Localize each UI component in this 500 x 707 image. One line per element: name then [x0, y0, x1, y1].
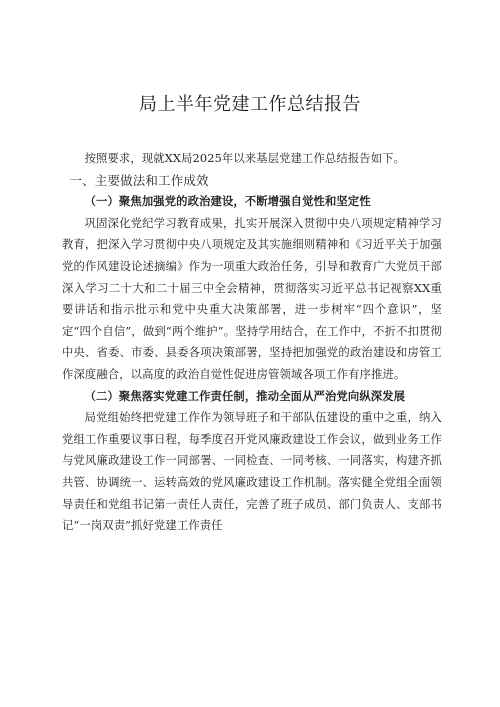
intro-paragraph: 按照要求，现就XX局2025年以来基层党建工作总结报告如下。: [84, 152, 406, 165]
subsection-heading-1: （一）聚焦加强党的政治建设，不断增强自觉性和坚定性: [84, 194, 371, 209]
document-title: 局上半年党建工作总结报告: [139, 94, 361, 115]
section-heading-1: 一、主要做法和工作成效: [69, 172, 209, 188]
subsection-heading-2: （二）聚焦落实党建工作责任制，推动全面从严治党向纵深发展: [84, 388, 406, 403]
document-body: [62, 148, 442, 537]
paragraph-2: 局党组始终把党建工作作为领导班子和干部队伍建设的重中之重，纳入党组工作重要议事日程，每季度召开党风廉政建设工作会议，做到业务工作与党风廉政建设工作一同部署、一同检查、一同考核、一同落实，构建齐抓共管、协调统一、运转高效的党风廉政建设工作机制。落实健全党组全面领导责任和党组书记第一责任人责任，完善了班子成员、部门负责人、支部书记“一岗双责”抓好党建工作责任: [62, 411, 442, 533]
paragraph-1: 巩固深化党纪学习教育成果，扎实开展深入贯彻中央八项规定精神学习教育，把深入学习贯彻中央八项规定及其实施细则精神和《习近平关于加强党的作风建设论述摘编》作为一项重大政治任务，引导和教育广大党员干部深入学习二十大和二十届三中全会精神，贯彻落实习近平总书记视察XX重要讲话和指示批示和党中央重大决策部署，进一步树牢“四个意识”，坚定“四个自信”，做到“两个维护”。坚持学用结合，在工作中，不折不扣贯彻中央、省委、市委、县委各项决策部署，坚持把加强党的政治建设和房管工作深度融合，以高度的政治自觉性促进房管领域各项工作有序推进。: [62, 216, 442, 381]
